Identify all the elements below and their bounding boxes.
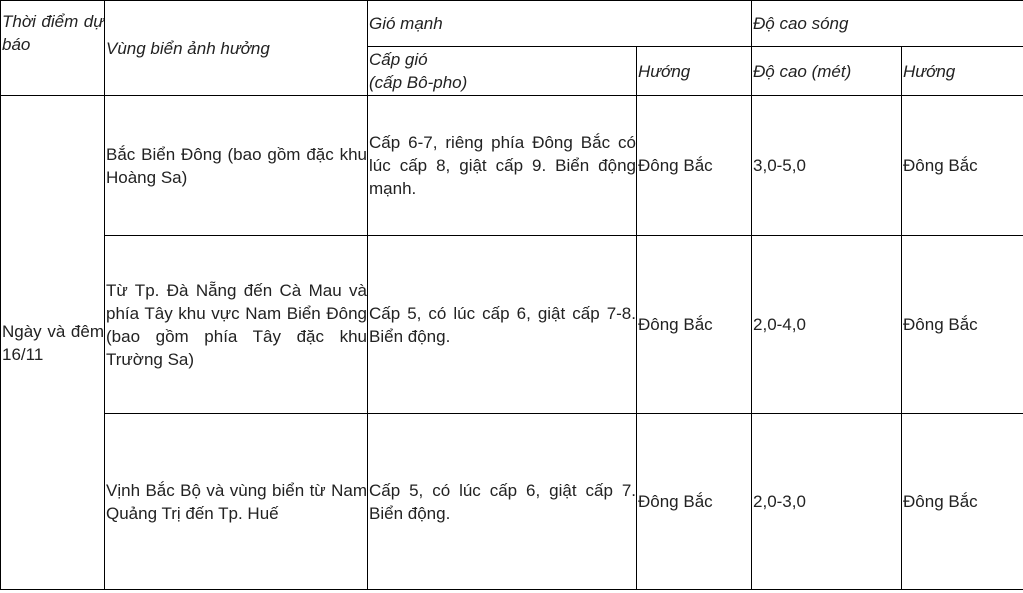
header-wave-height: Độ cao sóng (752, 1, 1023, 47)
wave-direction-cell: Đông Bắc (902, 236, 1023, 414)
wave-height-cell: 2,0-3,0 (752, 414, 902, 590)
region-cell: Từ Tp. Đà Nẵng đến Cà Mau và phía Tây khu vực Nam Biển Đông (bao gồm phía Tây đặc khu Trường Sa) (105, 236, 368, 414)
region-cell: Bắc Biển Đông (bao gồm đặc khu Hoàng Sa) (105, 96, 368, 236)
header-height-m: Độ cao (mét) (752, 47, 902, 96)
table-row (1, 96, 1023, 236)
wave-direction-cell: Đông Bắc (902, 96, 1023, 236)
header-wind-direction: Hướng (637, 47, 752, 96)
wave-height-cell: 2,0-4,0 (752, 236, 902, 414)
header-wave-direction: Hướng (902, 47, 1023, 96)
wind-direction-cell: Đông Bắc (637, 414, 752, 590)
wave-direction-cell: Đông Bắc (902, 414, 1023, 590)
table-row (1, 236, 1023, 414)
table-row (1, 414, 1023, 590)
time-cell: Ngày và đêm 16/11 (1, 96, 105, 590)
header-time: Thời điểm dự báo (1, 1, 105, 96)
wind-level-cell: Cấp 5, có lúc cấp 6, giật cấp 7. Biển động. (368, 414, 637, 590)
wind-level-cell: Cấp 5, có lúc cấp 6, giật cấp 7-8. Biển động. (368, 236, 637, 414)
header-strong-wind: Gió mạnh (368, 1, 752, 47)
wind-level-cell: Cấp 6-7, riêng phía Đông Bắc có lúc cấp 8, giật cấp 9. Biển động mạnh. (368, 96, 637, 236)
region-cell: Vịnh Bắc Bộ và vùng biển từ Nam Quảng Trị đến Tp. Huế (105, 414, 368, 590)
wave-height-cell: 3,0-5,0 (752, 96, 902, 236)
header-wind-level: Cấp gió (cấp Bô-pho) (368, 47, 637, 96)
wind-direction-cell: Đông Bắc (637, 236, 752, 414)
wind-direction-cell: Đông Bắc (637, 96, 752, 236)
header-region: Vùng biển ảnh hưởng (105, 1, 368, 96)
